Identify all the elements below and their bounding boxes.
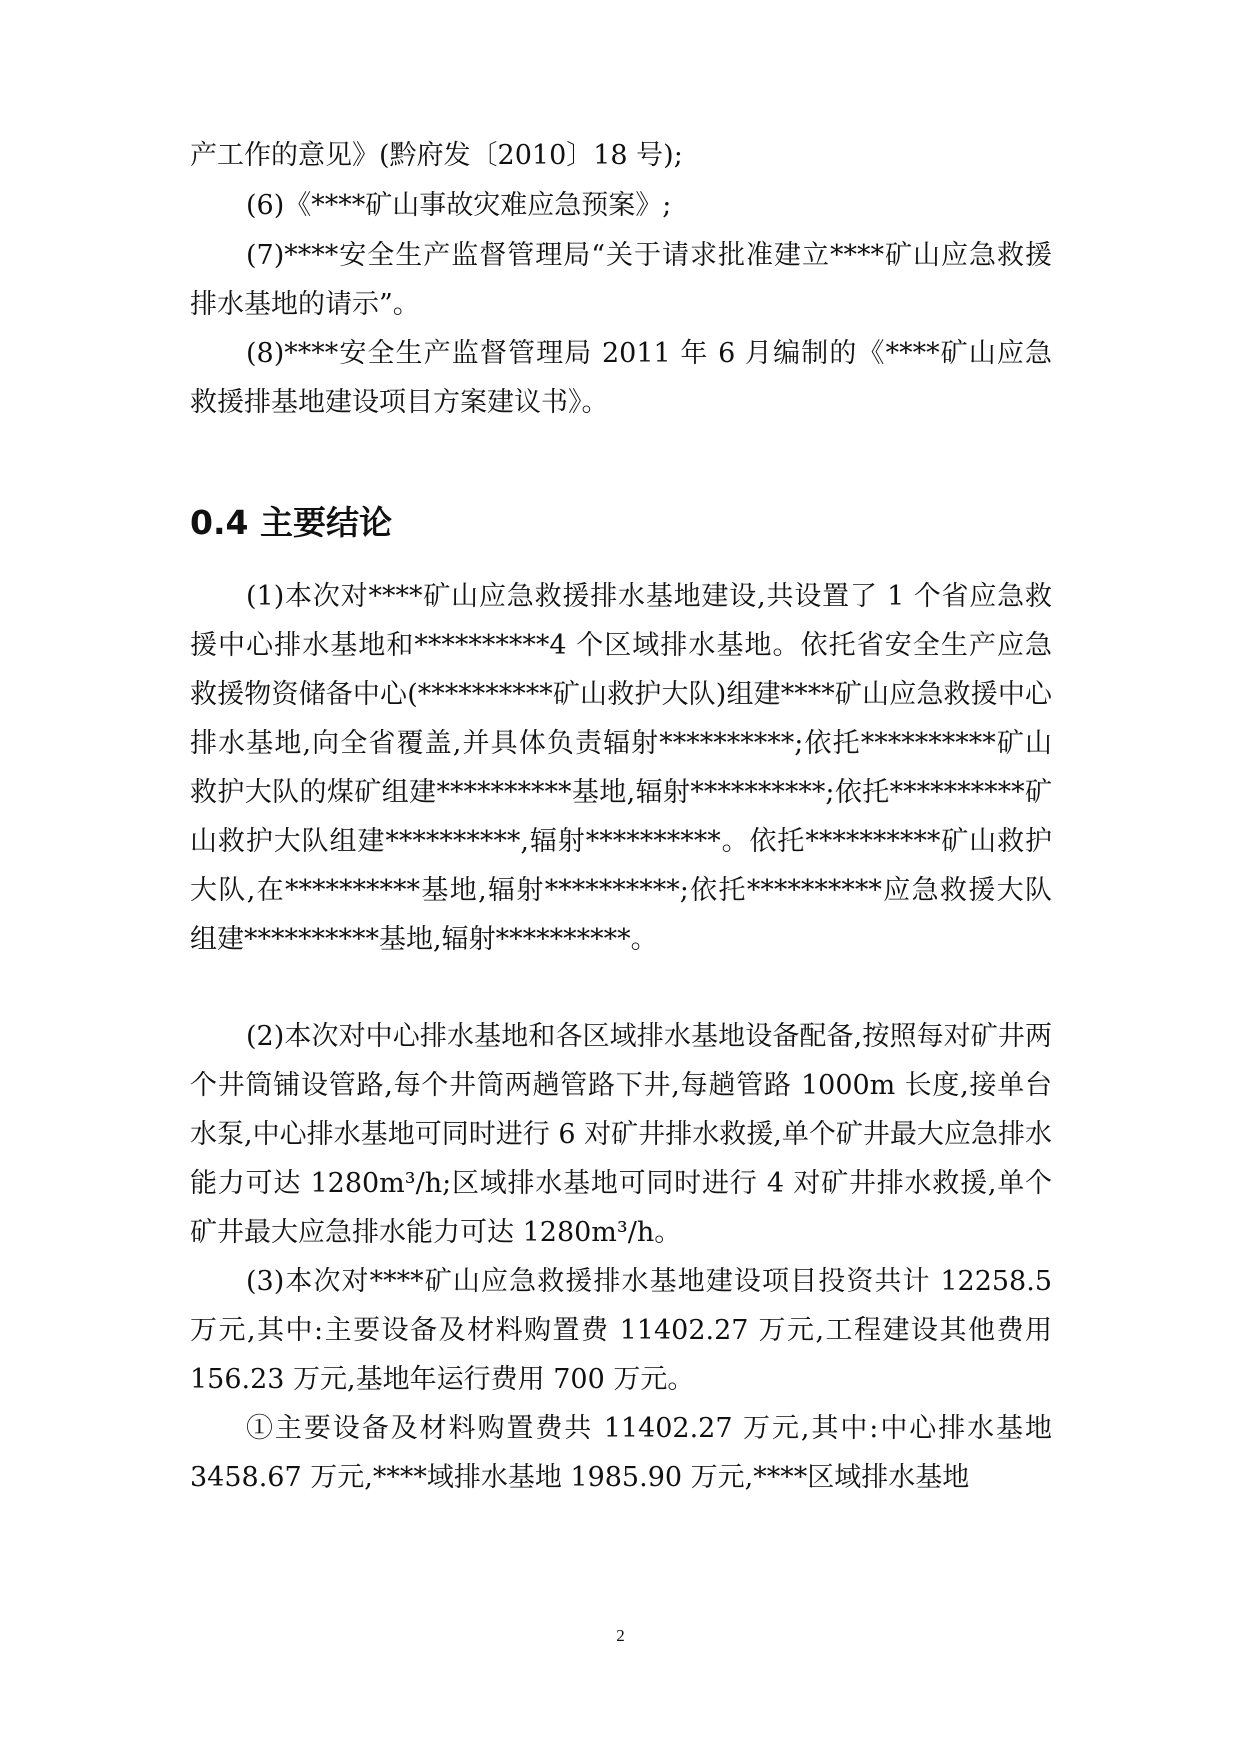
paragraph-item-8: (8)****安全生产监督管理局 2011 年 6 月编制的《****矿山应急救援排基地建设项目方案建议书》。 — [190, 338, 1052, 418]
paragraph-item-6: (6)《****矿山事故灾难应急预案》; — [246, 190, 672, 221]
conclusion-3-sub-1: ①主要设备及材料购置费共 11402.27 万元,其中:中心排水基地 3458.67 万元,****域排水基地 1985.90 万元,****区域排水基地 — [190, 1413, 1052, 1493]
conclusion-1: (1)本次对****矿山应急救援排水基地建设,共设置了 1 个省应急救援中心排水基地和**********4 个区域排水基地。依托省安全生产应急救援物资储备中心(**********矿山救护大队)组建****矿山应急救援中心排水基地,向全省覆盖,并具体负责辐射**********;依托**********矿山救护大队的煤矿组建**********基地,辐射**********;依托**********矿山救护大队组建**********,辐射**********。依托**********矿山救护大队,在**********基地,辐射**********;依托**********应急救援大队组建**********基地,辐射**********。 — [190, 581, 1052, 955]
conclusion-2: (2)本次对中心排水基地和各区域排水基地设备配备,按照每对矿井两个井筒铺设管路,每个井筒两趟管路下井,每趟管路 1000m 长度,接单台水泵,中心排水基地可同时进行 6 对矿井排水救援,单个矿井最大应急排水能力可达 1280m³/h;区域排水基地可同时进行 4 对矿井排水救援,单个矿井最大应急排水能力可达 1280m³/h。 — [190, 1021, 1052, 1248]
page-number: 2 — [616, 1626, 625, 1645]
section-heading: 0.4 主要结论 — [190, 503, 392, 542]
paragraph-continuation: 产工作的意见》(黔府发〔2010〕18 号); — [190, 140, 683, 171]
paragraph-item-7: (7)****安全生产监督管理局“关于请求批准建立****矿山应急救援排水基地的请示”。 — [190, 240, 1052, 320]
conclusion-3: (3)本次对****矿山应急救援排水基地建设项目投资共计 12258.5 万元,其中:主要设备及材料购置费 11402.27 万元,工程建设其他费用 156.23 万元,基地年运行费用 700 万元。 — [190, 1266, 1052, 1395]
